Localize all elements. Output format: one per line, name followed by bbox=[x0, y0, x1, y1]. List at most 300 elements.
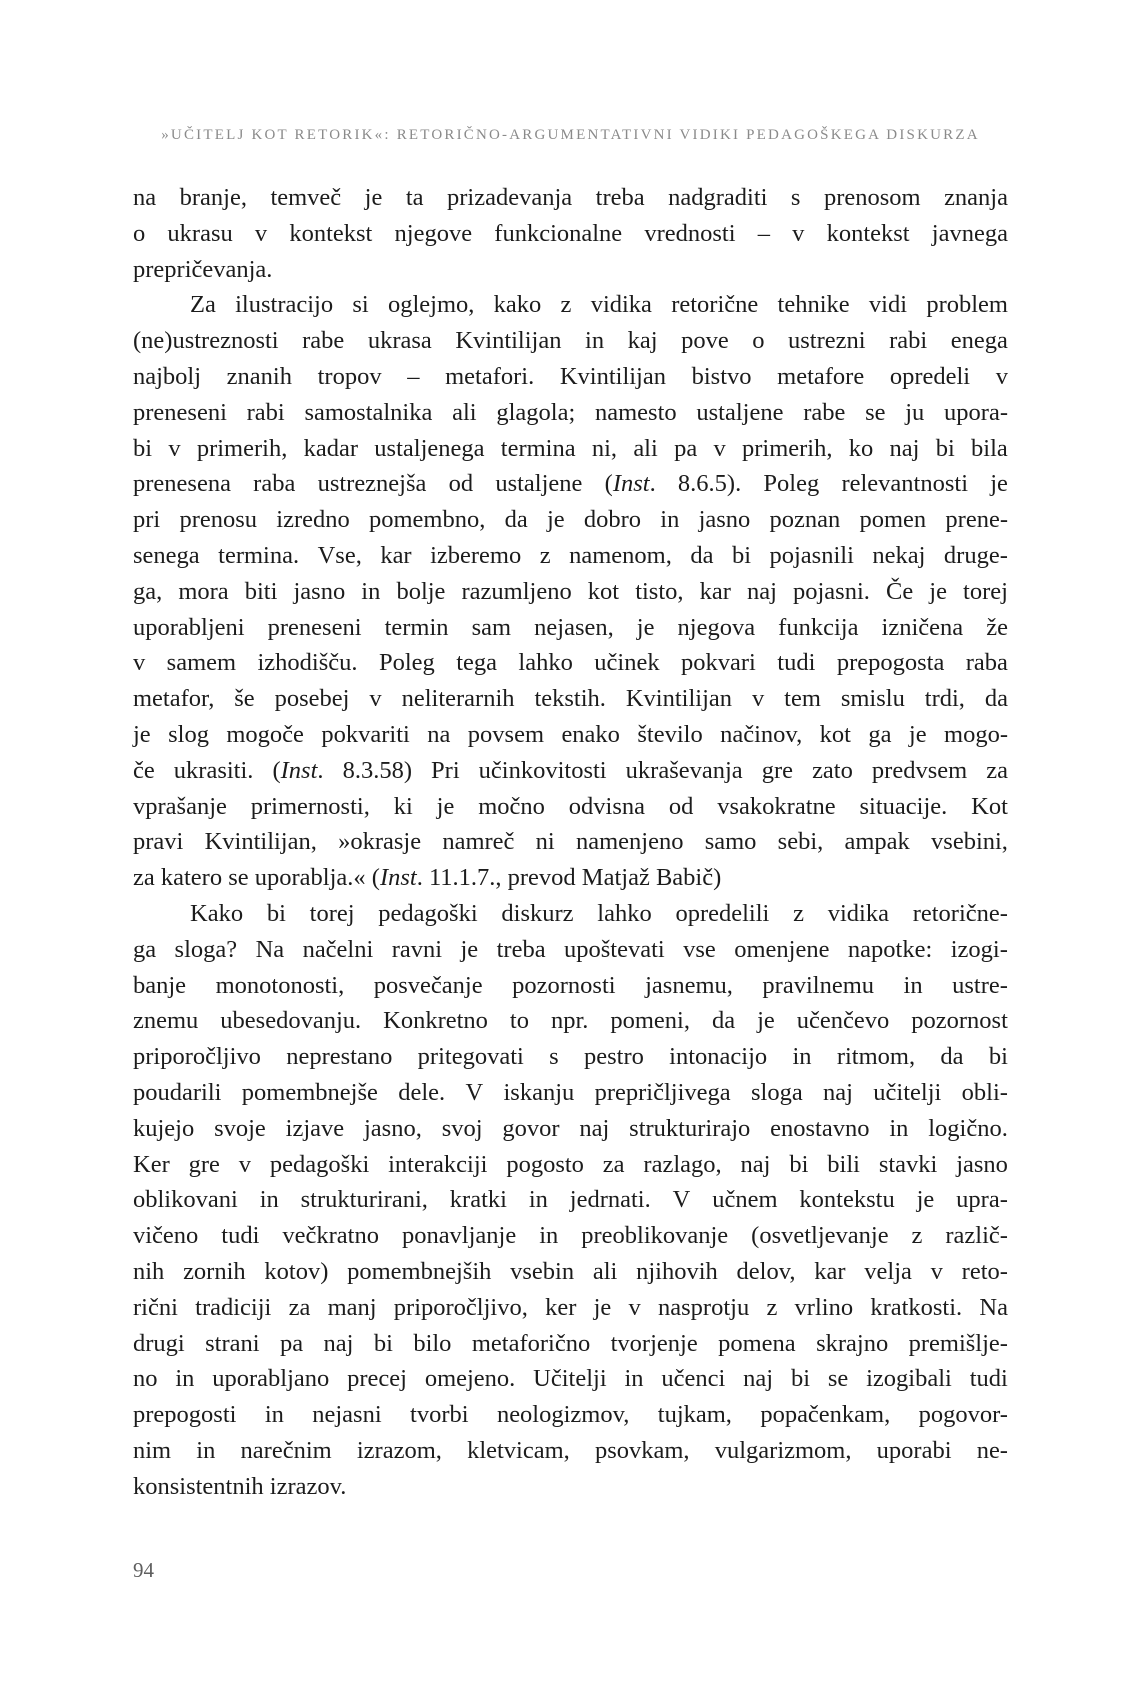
word: Pri bbox=[431, 756, 460, 784]
word: pestro bbox=[583, 1043, 644, 1071]
word: s bbox=[549, 1043, 559, 1071]
word: je bbox=[133, 720, 151, 748]
word: glagola; bbox=[496, 398, 576, 426]
word: pedagoški bbox=[269, 1150, 370, 1178]
word: število bbox=[637, 720, 703, 748]
word: intonacijo bbox=[669, 1043, 768, 1071]
word: zornih bbox=[183, 1257, 246, 1285]
paragraph bbox=[133, 180, 1008, 287]
word: naj bbox=[743, 1365, 774, 1393]
text-line bbox=[133, 896, 1008, 932]
word: izjave bbox=[285, 1114, 345, 1142]
word: monotonosti, bbox=[215, 971, 345, 999]
word: kar bbox=[380, 541, 412, 569]
word: biti bbox=[244, 577, 278, 605]
text-line bbox=[133, 968, 1008, 1004]
word: vprašanje bbox=[133, 792, 227, 820]
word: dele. bbox=[398, 1078, 446, 1106]
word: smislu bbox=[840, 685, 905, 713]
word: s bbox=[790, 184, 801, 211]
word: pravi bbox=[133, 828, 184, 856]
word: v bbox=[792, 219, 805, 247]
word: od bbox=[668, 792, 694, 820]
word: prenosom bbox=[823, 184, 921, 211]
word: v bbox=[930, 1257, 943, 1285]
text-line bbox=[133, 395, 1008, 431]
word: in bbox=[539, 1222, 559, 1250]
word: 8.3.58) bbox=[342, 756, 412, 784]
word: enostavno bbox=[770, 1114, 870, 1142]
word: termina bbox=[500, 434, 576, 462]
word: naj bbox=[579, 1114, 610, 1142]
word: upra- bbox=[956, 1186, 1008, 1214]
word: je bbox=[593, 1293, 612, 1321]
word: je bbox=[436, 792, 455, 820]
word: v bbox=[713, 434, 726, 462]
text-line bbox=[133, 1147, 1008, 1183]
word: branje, bbox=[179, 184, 247, 211]
word: bilo bbox=[413, 1329, 452, 1357]
word: jasnemu, bbox=[645, 971, 733, 999]
word: tropov bbox=[317, 362, 382, 390]
word: ustre- bbox=[952, 971, 1008, 999]
word: najbolj bbox=[133, 362, 202, 390]
word: termin bbox=[384, 613, 449, 641]
word: učinek bbox=[594, 649, 660, 677]
word: izrazom, bbox=[356, 1436, 442, 1464]
word: vidi bbox=[868, 291, 908, 319]
word: močno bbox=[478, 792, 545, 820]
word: V bbox=[672, 1186, 691, 1214]
word: strukturirajo bbox=[629, 1114, 751, 1142]
paragraph bbox=[133, 287, 1008, 896]
word: vsebin bbox=[510, 1257, 575, 1285]
word: ustaljene bbox=[696, 398, 784, 426]
word: in bbox=[585, 327, 605, 355]
word: interakciji bbox=[388, 1150, 488, 1178]
word: to bbox=[509, 1007, 529, 1035]
word: situacije. bbox=[859, 792, 948, 820]
word: ukrasa bbox=[367, 327, 432, 355]
word: tisto, bbox=[635, 577, 684, 605]
word: bi bbox=[988, 1043, 1008, 1071]
word: ta bbox=[405, 184, 424, 211]
word: drugi bbox=[133, 1329, 185, 1357]
word: Učitelji bbox=[533, 1365, 607, 1393]
word: predvsem bbox=[871, 756, 968, 784]
word: namenjeno bbox=[575, 828, 684, 856]
word: uporabljano bbox=[212, 1365, 330, 1393]
word: primernosti, bbox=[250, 792, 370, 820]
word: oblikovani bbox=[133, 1186, 238, 1214]
text-line bbox=[133, 1326, 1008, 1362]
text-line bbox=[133, 287, 1008, 323]
word: svoj bbox=[441, 1114, 483, 1142]
word: pomen bbox=[859, 506, 927, 534]
word: – bbox=[407, 362, 420, 390]
word: prepogosta bbox=[836, 649, 945, 677]
body-text bbox=[133, 180, 1008, 1504]
word: logično. bbox=[928, 1114, 1008, 1142]
word: pojasni. bbox=[793, 577, 870, 605]
word: ali bbox=[633, 434, 658, 462]
word: delov, bbox=[736, 1257, 796, 1285]
word: naj bbox=[740, 1150, 771, 1178]
word: v bbox=[238, 1150, 252, 1178]
word: je bbox=[757, 1007, 775, 1035]
word: njegova bbox=[677, 613, 756, 641]
word: pomembnejših bbox=[347, 1257, 492, 1285]
word: vrlino bbox=[794, 1293, 854, 1321]
word: in bbox=[259, 1186, 279, 1214]
word: mora bbox=[178, 577, 229, 605]
word: sam bbox=[471, 613, 512, 641]
word: nih bbox=[133, 1257, 165, 1285]
word: pokvariti bbox=[321, 720, 410, 748]
word: pojasnili bbox=[769, 541, 854, 569]
word: kaj bbox=[627, 327, 658, 355]
word: ju bbox=[905, 398, 925, 426]
word: je bbox=[990, 470, 1008, 498]
word: kotov) bbox=[264, 1257, 329, 1285]
word: Kot bbox=[971, 792, 1008, 820]
word: ali bbox=[452, 398, 477, 426]
word: napotke: bbox=[847, 935, 933, 963]
word: izogibali bbox=[866, 1365, 952, 1393]
text-line bbox=[133, 1361, 1008, 1397]
word: bili bbox=[827, 1150, 860, 1178]
word: ni bbox=[535, 828, 555, 856]
text-line bbox=[133, 681, 1008, 717]
word: primerih, bbox=[741, 434, 833, 462]
word: v bbox=[628, 1293, 641, 1321]
word: pomeni, bbox=[610, 1007, 690, 1035]
word: prizadevanja bbox=[447, 184, 573, 211]
word: strani bbox=[205, 1329, 260, 1357]
word: se bbox=[827, 1365, 849, 1393]
word: metaforično bbox=[471, 1329, 591, 1357]
running-header: »UČITELJ KOT RETORIK«: RETORIČNO-ARGUMENTATIVNI VIDIKI PEDAGOŠKEGA DISKURZA bbox=[161, 127, 980, 143]
word: obli- bbox=[961, 1078, 1008, 1106]
word: z bbox=[911, 1222, 923, 1250]
word: (Inst. bbox=[604, 470, 656, 498]
word: z bbox=[766, 1293, 778, 1321]
word: bi bbox=[935, 434, 955, 462]
word: tehnike bbox=[777, 291, 850, 319]
text-line bbox=[133, 1111, 1008, 1147]
word: namesto bbox=[594, 398, 677, 426]
word: načelni bbox=[302, 935, 374, 963]
word: samem bbox=[166, 649, 237, 677]
text-line bbox=[133, 1433, 1008, 1469]
word: funkcionalne bbox=[494, 219, 623, 247]
text-line bbox=[133, 1003, 1008, 1039]
word: slog bbox=[168, 720, 209, 748]
word: Za bbox=[190, 291, 216, 319]
text-line bbox=[133, 1182, 1008, 1218]
word: kontekst bbox=[289, 219, 373, 247]
word: kot bbox=[819, 720, 851, 748]
word: metafor, bbox=[133, 685, 215, 713]
text-line bbox=[133, 323, 1008, 359]
word: enako bbox=[561, 720, 620, 748]
word: kot bbox=[587, 577, 620, 605]
text-line bbox=[133, 538, 1008, 574]
word: znanih bbox=[226, 362, 292, 390]
word: je bbox=[916, 1186, 935, 1214]
word: iskanju bbox=[503, 1078, 575, 1106]
word: kar bbox=[814, 1257, 846, 1285]
word: metafore bbox=[777, 362, 865, 390]
word: pomembno, bbox=[368, 506, 486, 534]
word: nejasni bbox=[312, 1401, 382, 1429]
text-line bbox=[133, 789, 1008, 825]
word: bi bbox=[133, 434, 153, 462]
word: njegove bbox=[394, 219, 473, 247]
word: ritmom, bbox=[836, 1043, 916, 1071]
word: jasno, bbox=[364, 1114, 422, 1142]
word: razumljeno bbox=[461, 577, 572, 605]
word: upora- bbox=[944, 398, 1008, 426]
text-line bbox=[133, 1218, 1008, 1254]
word: ravni bbox=[391, 935, 443, 963]
word: retorične- bbox=[912, 899, 1008, 927]
word: ga bbox=[133, 935, 157, 963]
word: raba bbox=[965, 649, 1008, 677]
word: naj bbox=[889, 434, 920, 462]
text-line bbox=[133, 216, 1008, 252]
word: naj bbox=[823, 1078, 853, 1106]
word: lahko bbox=[597, 899, 652, 927]
word: bi bbox=[373, 1329, 393, 1357]
word: tem bbox=[784, 685, 821, 713]
word: narečnim bbox=[240, 1436, 332, 1464]
word: v bbox=[133, 649, 146, 677]
word: izberemo bbox=[430, 541, 522, 569]
text-line bbox=[133, 717, 1008, 753]
word: bi bbox=[790, 1365, 811, 1393]
word: znemu bbox=[133, 1007, 199, 1035]
word: tekstih. bbox=[534, 685, 606, 713]
word: na bbox=[133, 184, 157, 211]
word: torej bbox=[309, 899, 355, 927]
word: ker bbox=[545, 1293, 577, 1321]
word: popačenkam, bbox=[760, 1401, 891, 1429]
word: sebi, bbox=[777, 828, 824, 856]
text-line bbox=[133, 180, 1008, 216]
text-line bbox=[133, 1075, 1008, 1111]
word: skrajno bbox=[816, 1329, 889, 1357]
word: psovkam, bbox=[594, 1436, 690, 1464]
word: tujkam, bbox=[657, 1401, 732, 1429]
word: je bbox=[364, 184, 383, 211]
word: učenčevo bbox=[796, 1007, 890, 1035]
text-line bbox=[133, 431, 1008, 467]
word: ga, bbox=[133, 577, 163, 605]
word: in bbox=[528, 1186, 548, 1214]
word: večkratno bbox=[282, 1222, 379, 1250]
word: preneseni bbox=[267, 613, 362, 641]
word: odvisna bbox=[568, 792, 645, 820]
word: razlago, bbox=[643, 1150, 722, 1178]
word: metafori. bbox=[445, 362, 535, 390]
word: kar bbox=[699, 577, 731, 605]
word: tudi bbox=[777, 649, 816, 677]
word: o bbox=[133, 219, 146, 247]
word: ustrezni bbox=[788, 327, 866, 355]
word: prepogosti bbox=[133, 1401, 237, 1429]
word: ki bbox=[393, 792, 413, 820]
text-line bbox=[133, 610, 1008, 646]
text-line bbox=[133, 1039, 1008, 1075]
word: relevantnosti bbox=[841, 470, 968, 498]
text-line: konsistentnih izrazov. bbox=[133, 1472, 347, 1500]
word: Kvintilijan, bbox=[204, 828, 317, 856]
word: učinkovitosti bbox=[478, 756, 607, 784]
word: npr. bbox=[550, 1007, 589, 1035]
word: prenosu bbox=[179, 506, 258, 534]
word: no bbox=[133, 1365, 158, 1393]
word: različ- bbox=[945, 1222, 1008, 1250]
word: upoštevati bbox=[564, 935, 665, 963]
word: vrednosti bbox=[644, 219, 736, 247]
word: nadgraditi bbox=[668, 184, 768, 211]
word: naj bbox=[746, 577, 777, 605]
word: uporabi bbox=[876, 1436, 952, 1464]
word: Če bbox=[885, 577, 914, 605]
word: v bbox=[751, 685, 765, 713]
word: opredelili bbox=[675, 899, 770, 927]
text-line bbox=[133, 824, 1008, 860]
text-line bbox=[133, 932, 1008, 968]
word: izhodišču. bbox=[257, 649, 358, 677]
word: namreč bbox=[442, 828, 515, 856]
word: pozornosti bbox=[512, 971, 616, 999]
word: priporočljivo, bbox=[393, 1293, 528, 1321]
word: (Inst. bbox=[272, 756, 324, 784]
word: se bbox=[865, 398, 886, 426]
word: ni, bbox=[591, 434, 618, 462]
word: senega bbox=[133, 541, 200, 569]
word: mogo- bbox=[944, 720, 1008, 748]
word: nim bbox=[133, 1436, 172, 1464]
word: (ne)ustreznosti bbox=[133, 327, 279, 355]
word: da bbox=[504, 506, 528, 534]
word: Na bbox=[979, 1293, 1008, 1321]
word: tvorbi bbox=[410, 1401, 469, 1429]
word: poznan bbox=[769, 506, 841, 534]
word: Kako bbox=[190, 899, 244, 927]
word: vičeno bbox=[133, 1222, 199, 1250]
word: že bbox=[986, 613, 1008, 641]
word: Vse, bbox=[317, 541, 362, 569]
word: tega bbox=[456, 649, 497, 677]
word: pozornost bbox=[911, 1007, 1008, 1035]
word: druge- bbox=[943, 541, 1008, 569]
word: tradiciji bbox=[195, 1293, 272, 1321]
word: ilustracijo bbox=[235, 291, 334, 319]
word: pogovor- bbox=[918, 1401, 1008, 1429]
word: da bbox=[940, 1043, 964, 1071]
word: je bbox=[929, 577, 947, 605]
word: Kvintilijan bbox=[455, 327, 562, 355]
word: kratki bbox=[449, 1186, 507, 1214]
word: posvečanje bbox=[373, 971, 483, 999]
word: tudi bbox=[221, 1222, 260, 1250]
word: od bbox=[448, 470, 474, 498]
word: pritegovati bbox=[417, 1043, 524, 1071]
word: trdi, bbox=[924, 685, 965, 713]
word: temveč bbox=[270, 184, 342, 211]
word: preneseni bbox=[133, 398, 227, 426]
word: raba bbox=[253, 470, 296, 498]
word: bistvo bbox=[691, 362, 752, 390]
word: povsem bbox=[467, 720, 545, 748]
word: namenom, bbox=[569, 541, 672, 569]
word: opredeli bbox=[889, 362, 971, 390]
word: nasprotju bbox=[658, 1293, 750, 1321]
word: ukrasu bbox=[167, 219, 233, 247]
word: ko bbox=[848, 434, 874, 462]
word: priporočljivo bbox=[133, 1043, 261, 1071]
word: rabe bbox=[302, 327, 345, 355]
word: še bbox=[234, 685, 255, 713]
word: vsakokratne bbox=[717, 792, 836, 820]
word: ga bbox=[868, 720, 892, 748]
word: premišlje- bbox=[908, 1329, 1008, 1357]
word: v bbox=[168, 434, 181, 462]
word: funkcija bbox=[778, 613, 859, 641]
word: o bbox=[752, 327, 765, 355]
text-line bbox=[133, 502, 1008, 538]
word: je bbox=[460, 935, 479, 963]
word: in bbox=[903, 971, 923, 999]
word: Kvintilijan bbox=[625, 685, 733, 713]
word: bi bbox=[266, 899, 286, 927]
word: z bbox=[793, 899, 804, 927]
word: pokvari bbox=[681, 649, 756, 677]
word: kujejo bbox=[133, 1114, 195, 1142]
word: omenjene bbox=[734, 935, 830, 963]
word: reto- bbox=[961, 1257, 1008, 1285]
word: in bbox=[175, 1365, 195, 1393]
word: kontekst bbox=[826, 219, 910, 247]
word: torej bbox=[963, 577, 1008, 605]
word: kadar bbox=[303, 434, 359, 462]
word: dobro bbox=[583, 506, 642, 534]
word: (osvetljevanje bbox=[751, 1222, 889, 1250]
word: manj bbox=[327, 1293, 377, 1321]
word: izredno bbox=[276, 506, 350, 534]
word: v bbox=[995, 362, 1008, 390]
word: gre bbox=[761, 756, 794, 784]
word: da bbox=[711, 1007, 736, 1035]
word: zato bbox=[812, 756, 853, 784]
word: je bbox=[908, 720, 927, 748]
word: problem bbox=[926, 291, 1008, 319]
word: Poleg bbox=[378, 649, 435, 677]
page-number: 94 bbox=[133, 1558, 154, 1582]
word: neliterarnih bbox=[401, 685, 515, 713]
word: pri bbox=[133, 506, 161, 534]
word: retorične bbox=[671, 291, 759, 319]
word: vulgarizmom, bbox=[714, 1436, 852, 1464]
word: uporabljeni bbox=[133, 613, 245, 641]
word: in bbox=[264, 1401, 284, 1429]
word: ne- bbox=[976, 1436, 1008, 1464]
word: prepričljivega bbox=[594, 1078, 731, 1106]
word: in bbox=[196, 1436, 216, 1464]
